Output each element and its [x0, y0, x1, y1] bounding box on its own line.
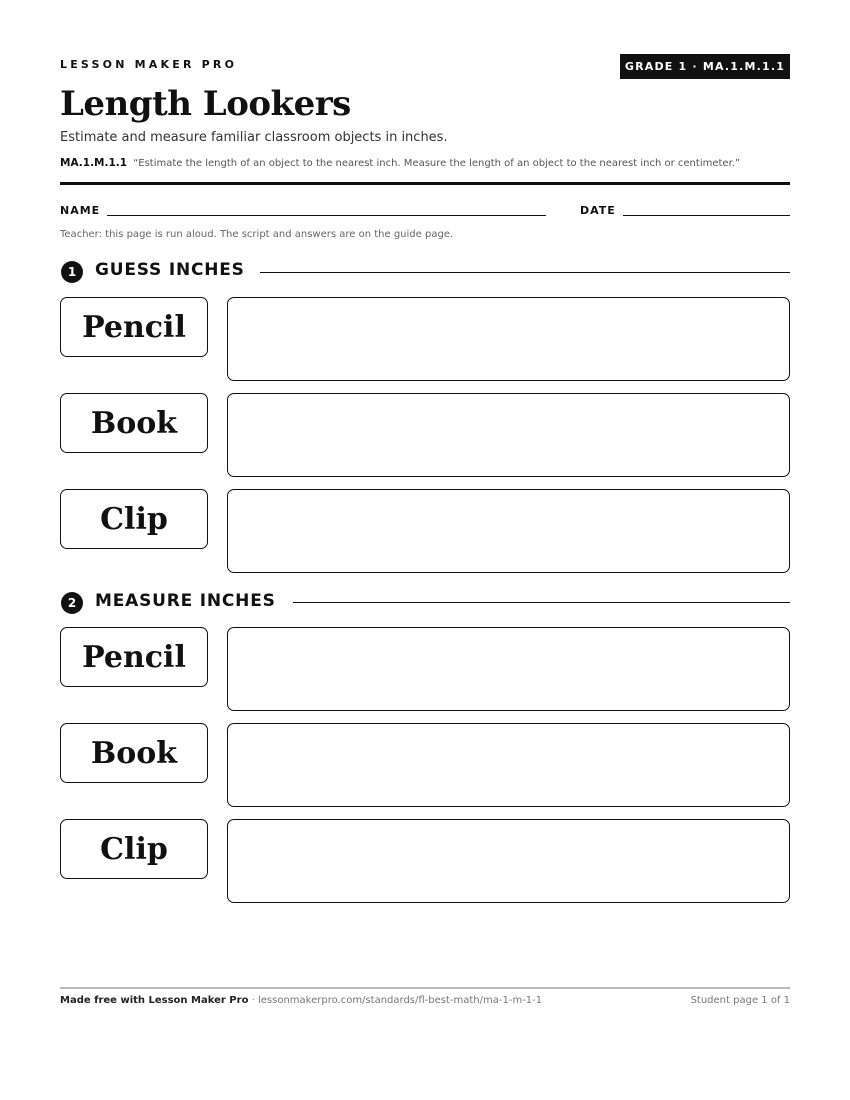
name-field[interactable] [107, 215, 546, 216]
page-title: Length Lookers [60, 84, 351, 124]
object-label-clip: Clip [60, 819, 208, 879]
standard-code: MA.1.M.1.1 [60, 157, 128, 169]
answer-box-measure-clip[interactable] [227, 819, 790, 903]
object-label-book: Book [60, 723, 208, 783]
page-subtitle: Estimate and measure familiar classroom objects in inches. [60, 130, 448, 145]
answer-box-measure-pencil[interactable] [227, 627, 790, 711]
section-number-2: 2 [61, 592, 83, 614]
object-label-clip: Clip [60, 489, 208, 549]
standard-line [60, 157, 740, 169]
object-label-pencil: Pencil [60, 627, 208, 687]
header-divider [60, 182, 790, 185]
grade-badge: GRADE 1 · MA.1.M.1.1 [620, 54, 790, 79]
footer-made-with: Made free with Lesson Maker Pro [60, 995, 249, 1006]
section-number-1: 1 [61, 261, 83, 283]
answer-box-measure-book[interactable] [227, 723, 790, 807]
name-label: NAME [60, 204, 101, 217]
footer-divider [60, 987, 790, 989]
object-label-book: Book [60, 393, 208, 453]
footer-credit [60, 995, 542, 1006]
answer-box-guess-clip[interactable] [227, 489, 790, 573]
answer-box-guess-book[interactable] [227, 393, 790, 477]
section-divider [260, 272, 790, 273]
standard-text: “Estimate the length of an object to the nearest inch. Measure the length of an object to the nearest inch or centimeter.” [133, 158, 741, 169]
date-label: DATE [580, 204, 616, 217]
date-field[interactable] [623, 215, 790, 216]
section-divider [293, 602, 790, 603]
section-title-guess: GUESS INCHES [95, 260, 245, 280]
section-title-measure: MEASURE INCHES [95, 591, 276, 611]
footer-url: · lessonmakerpro.com/standards/fl-best-math/ma-1-m-1-1 [248, 995, 543, 1006]
brand-name: LESSON MAKER PRO [60, 58, 238, 71]
teacher-note: Teacher: this page is run aloud. The script and answers are on the guide page. [60, 229, 454, 240]
footer-page-number: Student page 1 of 1 [690, 995, 790, 1006]
answer-box-guess-pencil[interactable] [227, 297, 790, 381]
object-label-pencil: Pencil [60, 297, 208, 357]
